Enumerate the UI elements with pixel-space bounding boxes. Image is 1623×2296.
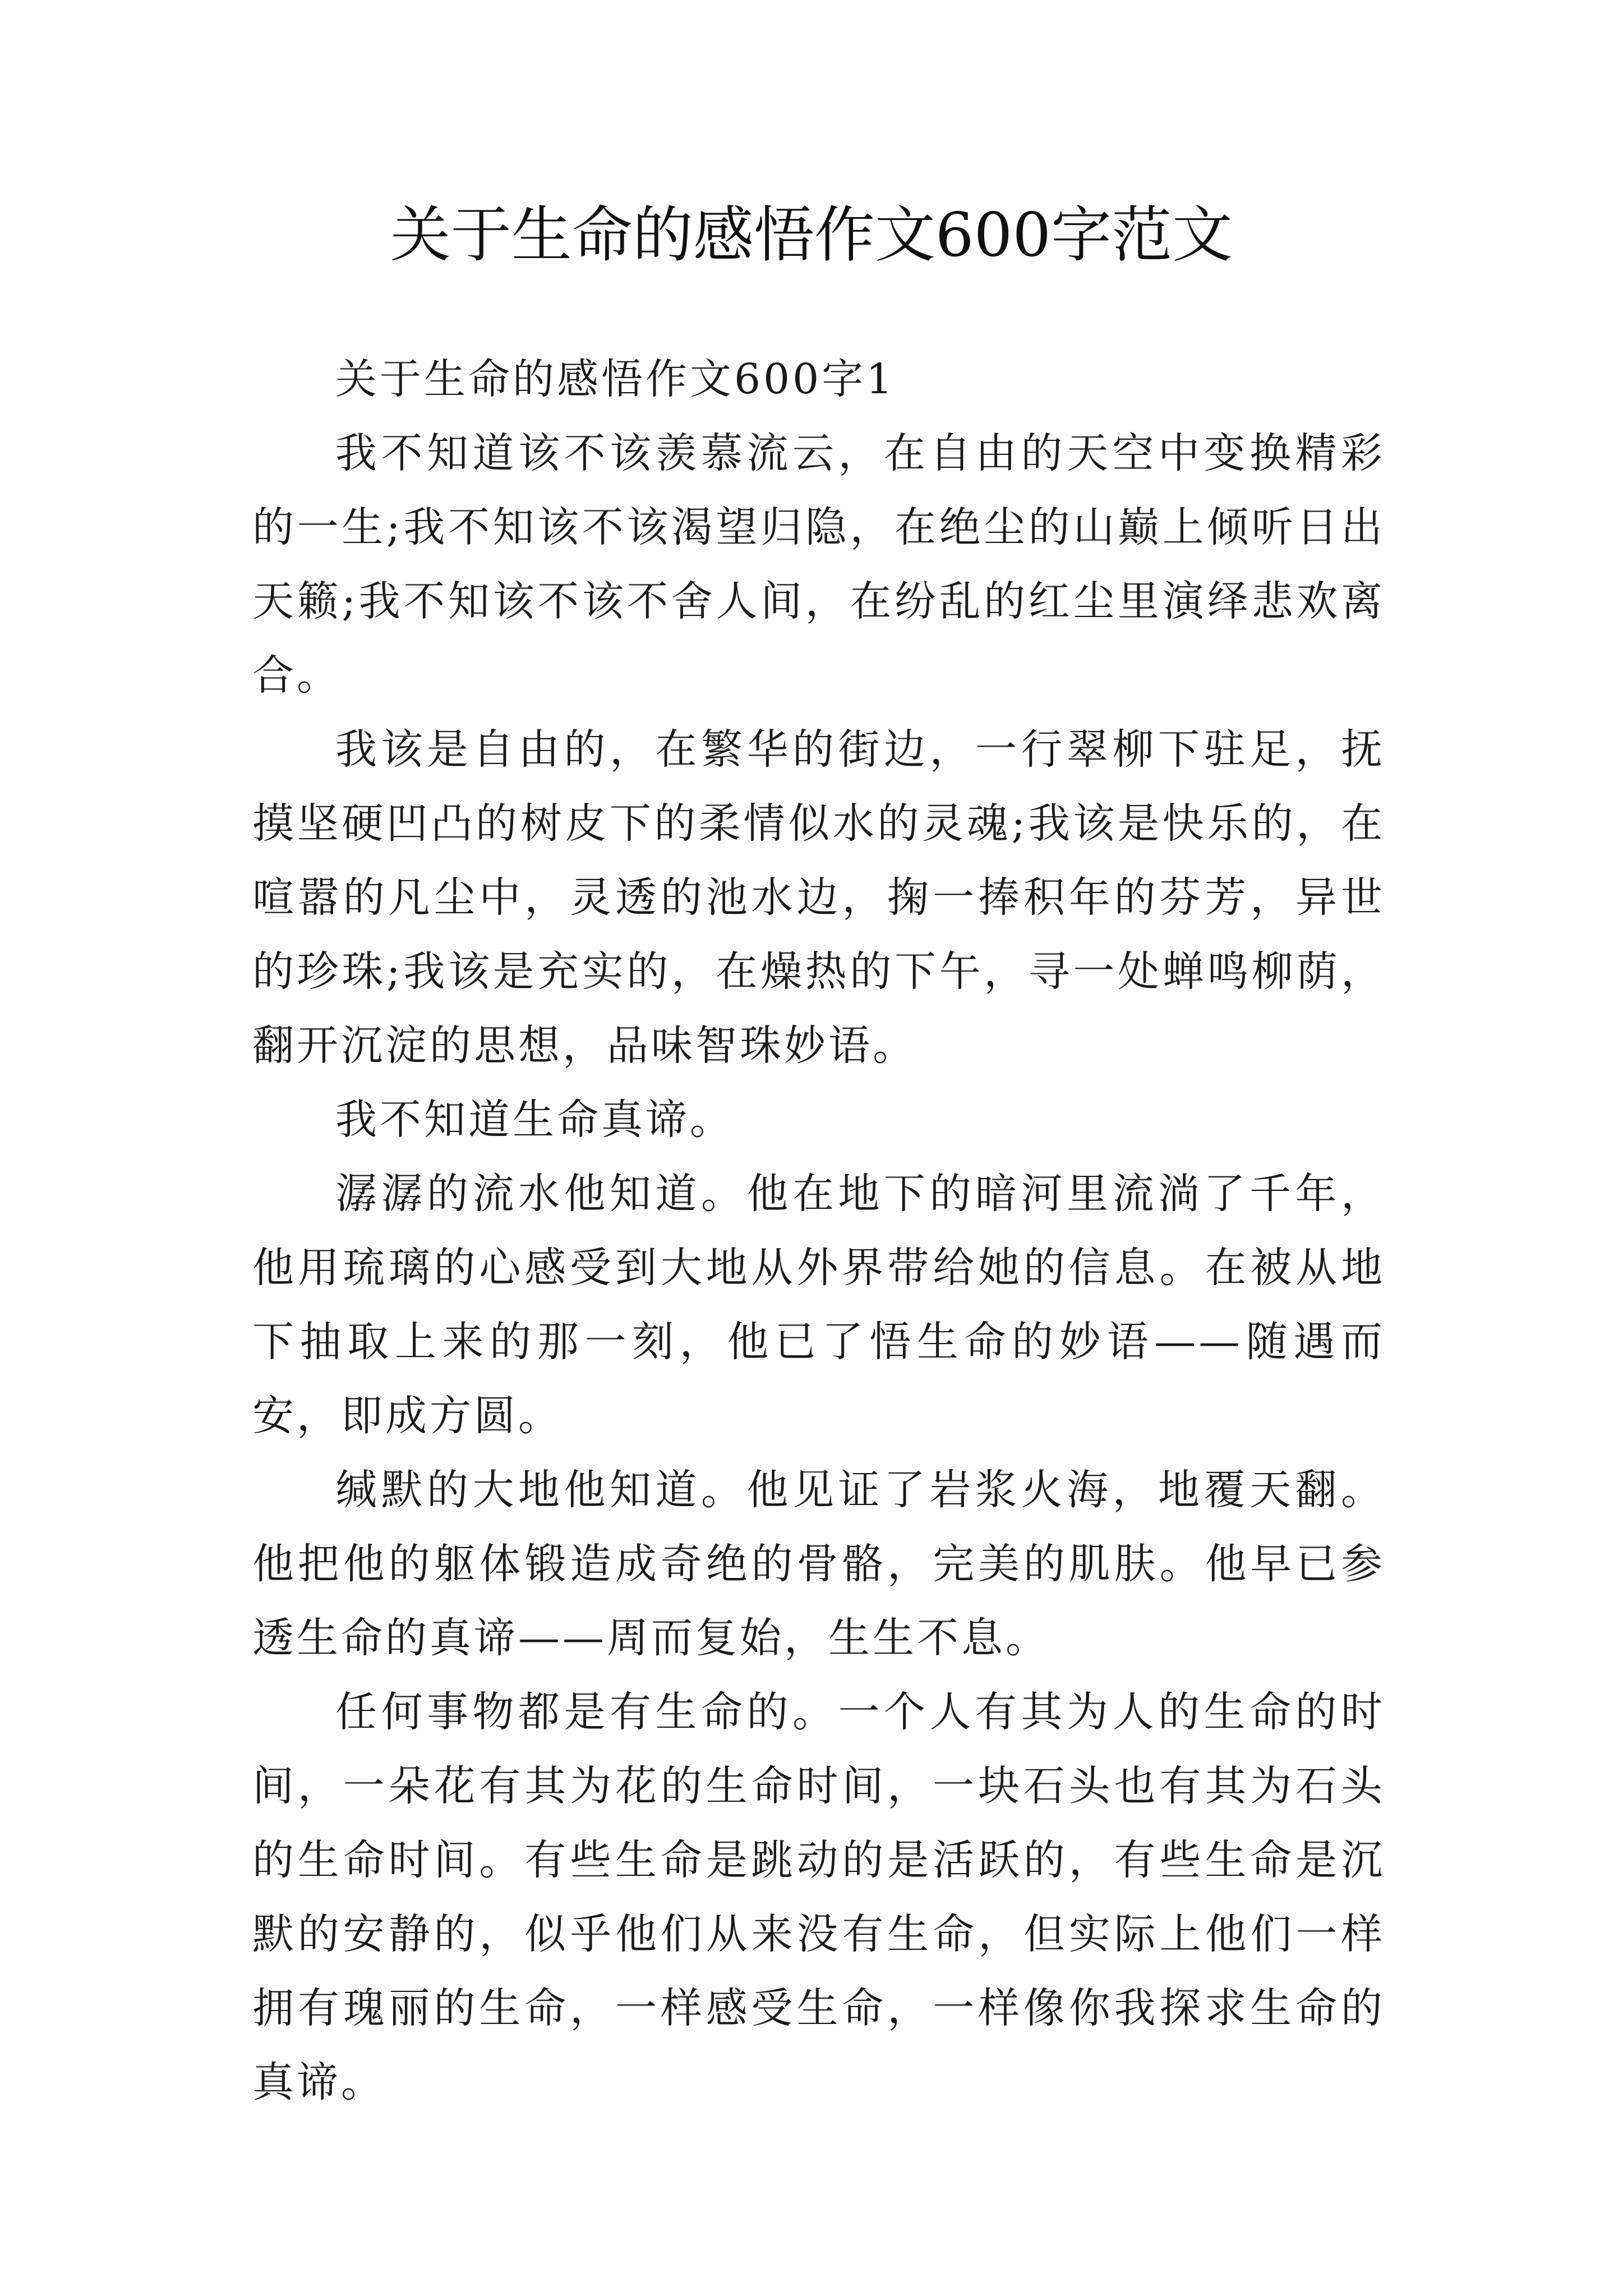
paragraph: 我不知道该不该羡慕流云，在自由的天空中变换精彩的一生;我不知该不该渴望归隐，在绝尘的山巅上倾听日出天籁;我不知该不该不舍人间，在纷乱的红尘里演绎悲欢离合。 bbox=[252, 429, 1385, 700]
paragraph: 缄默的大地他知道。他见证了岩浆火海，地覆天翻。他把他的躯体锻造成奇绝的骨骼，完美的肌肤。他早已参透生命的真谛——周而复始，生生不息。 bbox=[252, 1466, 1385, 1662]
paragraph: 我该是自由的，在繁华的街边，一行翠柳下驻足，抚摸坚硬凹凸的树皮下的柔情似水的灵魂;我该是快乐的，在喧嚣的凡尘中，灵透的池水边，掬一捧积年的芬芳，异世的珍珠;我该是充实的，在燥热的下午，寻一处蝉鸣柳荫，翻开沉淀的思想，品味智珠妙语。 bbox=[252, 725, 1385, 1070]
paragraph: 任何事物都是有生命的。一个人有其为人的生命的时间，一朵花有其为花的生命时间，一块石头也有其为石头的生命时间。有些生命是跳动的是活跃的，有些生命是沉默的安静的，似乎他们从来没有生命，但实际上他们一样拥有瑰丽的生命，一样感受生命，一样像你我探求生命的真谛。 bbox=[252, 1688, 1385, 2106]
paragraph: 我不知道生命真谛。 bbox=[335, 1096, 734, 1144]
paragraph-subtitle: 关于生命的感悟作文600字1 bbox=[335, 355, 896, 403]
document-title: 关于生命的感悟作文600字范文 bbox=[390, 200, 1233, 270]
document-body bbox=[252, 342, 1385, 2119]
paragraph: 潺潺的流水他知道。他在地下的暗河里流淌了千年，他用琉璃的心感受到大地从外界带给她的信息。在被从地下抽取上来的那一刻，他已了悟生命的妙语——随遇而安，即成方圆。 bbox=[252, 1170, 1385, 1440]
